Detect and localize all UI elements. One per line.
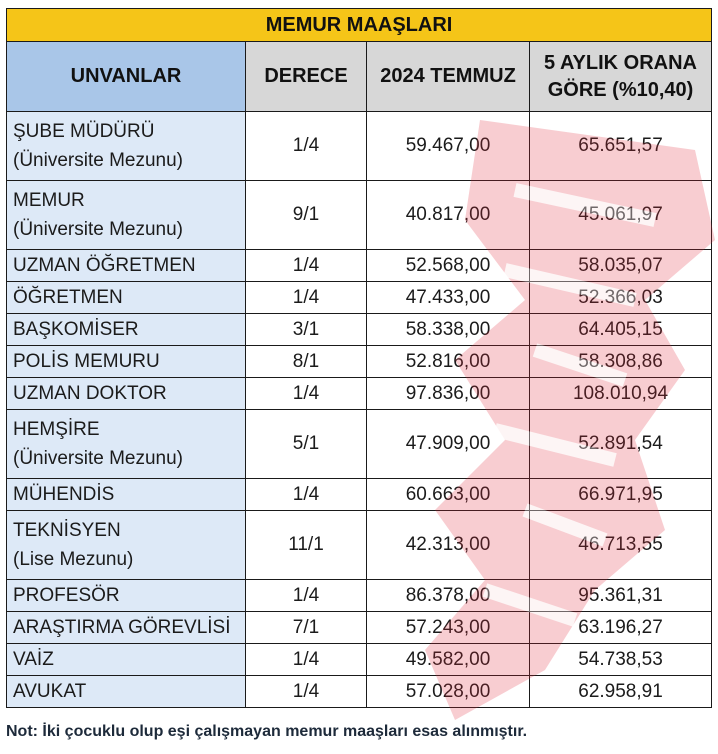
title-cell [7,410,246,479]
title-education: (Üniversite Mezunu) [13,448,183,469]
title-name: BAŞKOMİSER [13,319,139,340]
title-cell [7,644,246,676]
raised-salary-cell: 58.035,07 [530,250,712,282]
table-row [7,511,712,580]
grade-cell: 1/4 [246,676,367,708]
raised-salary-cell: 66.971,95 [530,479,712,511]
raised-salary-cell: 65.651,57 [530,112,712,181]
grade-cell: 1/4 [246,378,367,410]
footnote: Not: İki çocuklu olup eşi çalışmayan memur maaşları esas alınmıştır. [6,723,528,740]
header-titles: UNVANLAR [7,42,246,112]
grade-cell: 1/4 [246,250,367,282]
july-salary-cell: 42.313,00 [367,511,530,580]
header-grade: DERECE [246,42,367,112]
title-cell [7,580,246,612]
table-row [7,479,712,511]
july-salary-cell: 57.243,00 [367,612,530,644]
july-salary-cell: 58.338,00 [367,314,530,346]
raised-salary-cell: 52.366,03 [530,282,712,314]
title-education: (Lise Mezunu) [13,549,134,570]
grade-cell: 1/4 [246,644,367,676]
title-cell [7,250,246,282]
salary-table-container [6,8,711,708]
table-row [7,346,712,378]
title-row [7,9,712,42]
table-body [7,112,712,708]
grade-cell: 7/1 [246,612,367,644]
table-title: MEMUR MAAŞLARI [7,9,712,42]
title-cell [7,479,246,511]
raised-salary-cell: 46.713,55 [530,511,712,580]
table-row [7,250,712,282]
july-salary-cell: 59.467,00 [367,112,530,181]
july-salary-cell: 97.836,00 [367,378,530,410]
raised-salary-cell: 63.196,27 [530,612,712,644]
raised-salary-cell: 58.308,86 [530,346,712,378]
july-salary-cell: 52.816,00 [367,346,530,378]
raised-salary-cell: 54.738,53 [530,644,712,676]
title-name: ÖĞRETMEN [13,287,123,308]
header-raised [530,42,712,112]
title-cell [7,612,246,644]
table-row [7,282,712,314]
raised-salary-cell: 45.061,97 [530,181,712,250]
raised-salary-cell: 108.010,94 [530,378,712,410]
title-cell [7,676,246,708]
grade-cell: 9/1 [246,181,367,250]
july-salary-cell: 86.378,00 [367,580,530,612]
grade-cell: 3/1 [246,314,367,346]
title-education: (Üniversite Mezunu) [13,150,183,171]
raised-salary-cell: 64.405,15 [530,314,712,346]
title-name: VAİZ [13,649,54,670]
title-education: (Üniversite Mezunu) [13,219,183,240]
table-row [7,676,712,708]
grade-cell: 5/1 [246,410,367,479]
table-row [7,181,712,250]
grade-cell: 8/1 [246,346,367,378]
july-salary-cell: 49.582,00 [367,644,530,676]
title-cell [7,511,246,580]
title-name: MEMUR [13,190,85,211]
table-row [7,612,712,644]
grade-cell: 1/4 [246,479,367,511]
table-row [7,378,712,410]
july-salary-cell: 57.028,00 [367,676,530,708]
title-name: AVUKAT [13,681,87,702]
title-cell [7,282,246,314]
title-cell [7,181,246,250]
grade-cell: 1/4 [246,112,367,181]
july-salary-cell: 60.663,00 [367,479,530,511]
table-row [7,580,712,612]
salary-table [6,8,712,708]
header-july-2024: 2024 TEMMUZ [367,42,530,112]
table-row [7,314,712,346]
title-cell [7,314,246,346]
grade-cell: 11/1 [246,511,367,580]
title-name: PROFESÖR [13,585,120,606]
july-salary-cell: 52.568,00 [367,250,530,282]
raised-salary-cell: 62.958,91 [530,676,712,708]
title-name: ARAŞTIRMA GÖREVLİSİ [13,617,231,638]
title-cell [7,346,246,378]
july-salary-cell: 47.433,00 [367,282,530,314]
table-row [7,644,712,676]
header-raised-line2: GÖRE (%10,40) [547,78,694,101]
grade-cell: 1/4 [246,282,367,314]
title-name: ŞUBE MÜDÜRÜ [13,121,155,142]
title-name: MÜHENDİS [13,484,115,505]
title-cell [7,112,246,181]
raised-salary-cell: 52.891,54 [530,410,712,479]
title-cell [7,378,246,410]
title-name: UZMAN ÖĞRETMEN [13,255,196,276]
table-row [7,410,712,479]
title-name: HEMŞİRE [13,419,100,440]
header-raised-line1: 5 AYLIK ORANA [544,51,698,74]
raised-salary-cell: 95.361,31 [530,580,712,612]
title-name: UZMAN DOKTOR [13,383,167,404]
grade-cell: 1/4 [246,580,367,612]
table-row [7,112,712,181]
july-salary-cell: 47.909,00 [367,410,530,479]
header-row [7,42,712,112]
title-name: POLİS MEMURU [13,351,160,372]
title-name: TEKNİSYEN [13,520,121,541]
july-salary-cell: 40.817,00 [367,181,530,250]
